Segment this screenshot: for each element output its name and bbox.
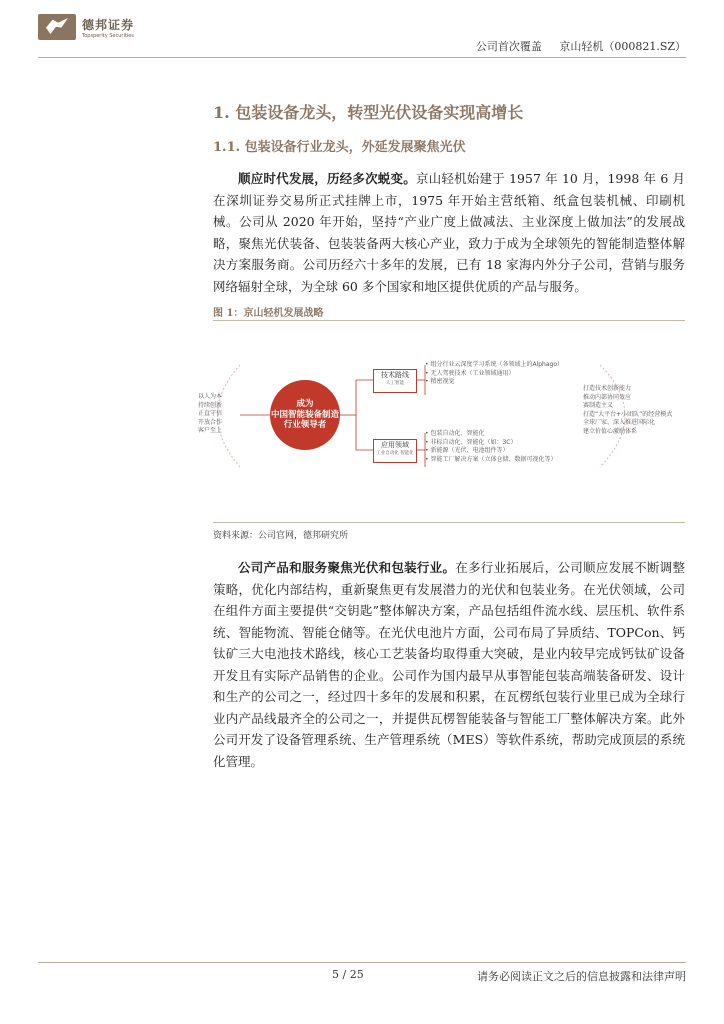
company-ticker: 京山轻机（000821.SZ） — [559, 40, 686, 53]
strategy-diagram — [180, 355, 685, 475]
core-value-item: 客户至上 — [198, 427, 223, 435]
management-item: 赛制造主义 — [583, 402, 614, 410]
tech-items-list — [425, 361, 585, 387]
application-title: 应用领域 — [381, 441, 409, 449]
footer-divider — [38, 962, 686, 963]
tech-item: • 无人驾驶技术（工业领域通用） — [425, 369, 515, 377]
header-report-info — [476, 38, 686, 54]
tech-item: • 组分行业云深度学习系统（各领域上的Alphago） — [425, 361, 563, 368]
figure-source: 资料来源：公司官网，德邦研究所 — [213, 531, 349, 541]
report-type: 公司首次覆盖 — [475, 40, 542, 53]
app-items-list — [425, 430, 585, 464]
core-value-item: 以人为本 — [198, 393, 223, 400]
tech-route-title: 技术路线 — [381, 371, 409, 379]
paragraph-lead: 公司产品和服务聚焦光伏和包装行业。 — [238, 560, 456, 575]
footer-disclaimer: 请务必阅读正文之后的信息披露和法律声明 — [477, 970, 686, 983]
figure-title: 图 1：京山轻机发展战略 — [213, 308, 324, 319]
figure-top-rule — [213, 320, 685, 321]
logo-name-cn: 德邦证券 — [82, 17, 135, 32]
application-box — [373, 439, 417, 463]
figure-bottom-rule — [213, 522, 685, 523]
management-list — [583, 385, 683, 437]
management-item: 打造“大平台+小团队”的经营模式 — [583, 410, 673, 418]
management-item: 打造技术创新能力 — [583, 385, 632, 392]
core-label-line: 中国智能装备制造 — [270, 409, 339, 420]
paragraph-body: 在多行业拓展后，公司顺应发展不断调整策略，优化内部结构，重新聚焦更有发展潜力的光伏和包装业务。在光伏领域，公司在组件方面主要提供“交钥匙”整体解决方案，产品包括组件流水线、层压机、软件系统、智能物流、智能仓储等。在光伏电池片方面，公司布局了异质结、TOPCon、钙钛矿三大电池技术路线，核心工艺装备均取得重大突破，是业内较早完成钙钛矿设备开发且有实际产品销售的企业。公司作为国内最早从事智能包装高端装备研发、设计和生产的公司之一，经过四十多年的发展和积累，在瓦楞纸包装行业里已成为全球行业内产品线最齐全的公司之一，并提供瓦楞智能装备与智能工厂整体解决方案。此外公司开发了设备管理系统、生产管理系统（MES）等软件系统，帮助完成顶层的系统化管理。 — [213, 560, 685, 769]
tech-route-box — [373, 369, 417, 393]
core-label-line: 行业领导者 — [283, 420, 327, 430]
management-item: 全球厂家、深入推进国际化 — [583, 419, 656, 427]
subsection-heading: 1.1. 包装设备行业龙头，外延发展聚焦光伏 — [213, 140, 466, 155]
app-item: • 包装自动化、智能化 — [425, 430, 485, 437]
core-values-list — [198, 393, 243, 436]
tech-route-sub: 人工智能 — [386, 381, 404, 386]
paragraph-body: 京山轻机始建于 1957 年 10 月，1998 年 6 月在深圳证券交易所正式挂牌上市，1975 年开始主营纸箱、纸盒包装机械、印刷机械。公司从 2020 年开始，坚持“产业广度上做减法、主业深度上做加法”的发展战略，聚焦光伏装备、包装装备两大核心产业，致力于成为全球领先的智能制造整体解决方案服务商。公司历经六十多年的发展，已有 18 家海内外分子公司，营销与服务网络辐射全球，为全球 60 多个国家和地区提供优质的产品与服务。 — [213, 171, 685, 294]
management-item: 建立价值心激励体系 — [583, 427, 638, 435]
section-heading: 1. 包装设备龙头，转型光伏设备实现高增长 — [213, 103, 524, 122]
app-item: • 新能源（光伏、电池组件等） — [425, 447, 509, 455]
application-sub: 工业自动化 智能化 — [376, 451, 414, 456]
core-label-line: 成为 — [296, 399, 314, 409]
app-item: • 智能工厂解决方案（立体仓储、数据可视化等） — [425, 455, 557, 463]
paragraph-history — [213, 168, 685, 297]
page-number: 5 / 25 — [332, 968, 364, 981]
core-value-item: 正直守信 — [198, 410, 223, 418]
core-value-item: 开放合作 — [198, 418, 223, 426]
logo-mark-icon — [38, 14, 76, 40]
tech-item: • 精密视觉 — [425, 378, 455, 386]
management-item: 推动内部协同效应 — [583, 393, 632, 401]
paragraph-lead: 顺应时代发展，历经多次蜕变。 — [238, 171, 416, 186]
company-logo — [38, 14, 134, 40]
core-value-item: 持续创新 — [198, 401, 223, 409]
header-divider — [38, 57, 686, 58]
logo-name-en: Topsperity Securities — [82, 32, 134, 39]
paragraph-products — [213, 557, 685, 772]
strategy-core-label — [265, 399, 345, 431]
app-item: • 非标自动化、智能化（如：3C） — [425, 438, 517, 446]
